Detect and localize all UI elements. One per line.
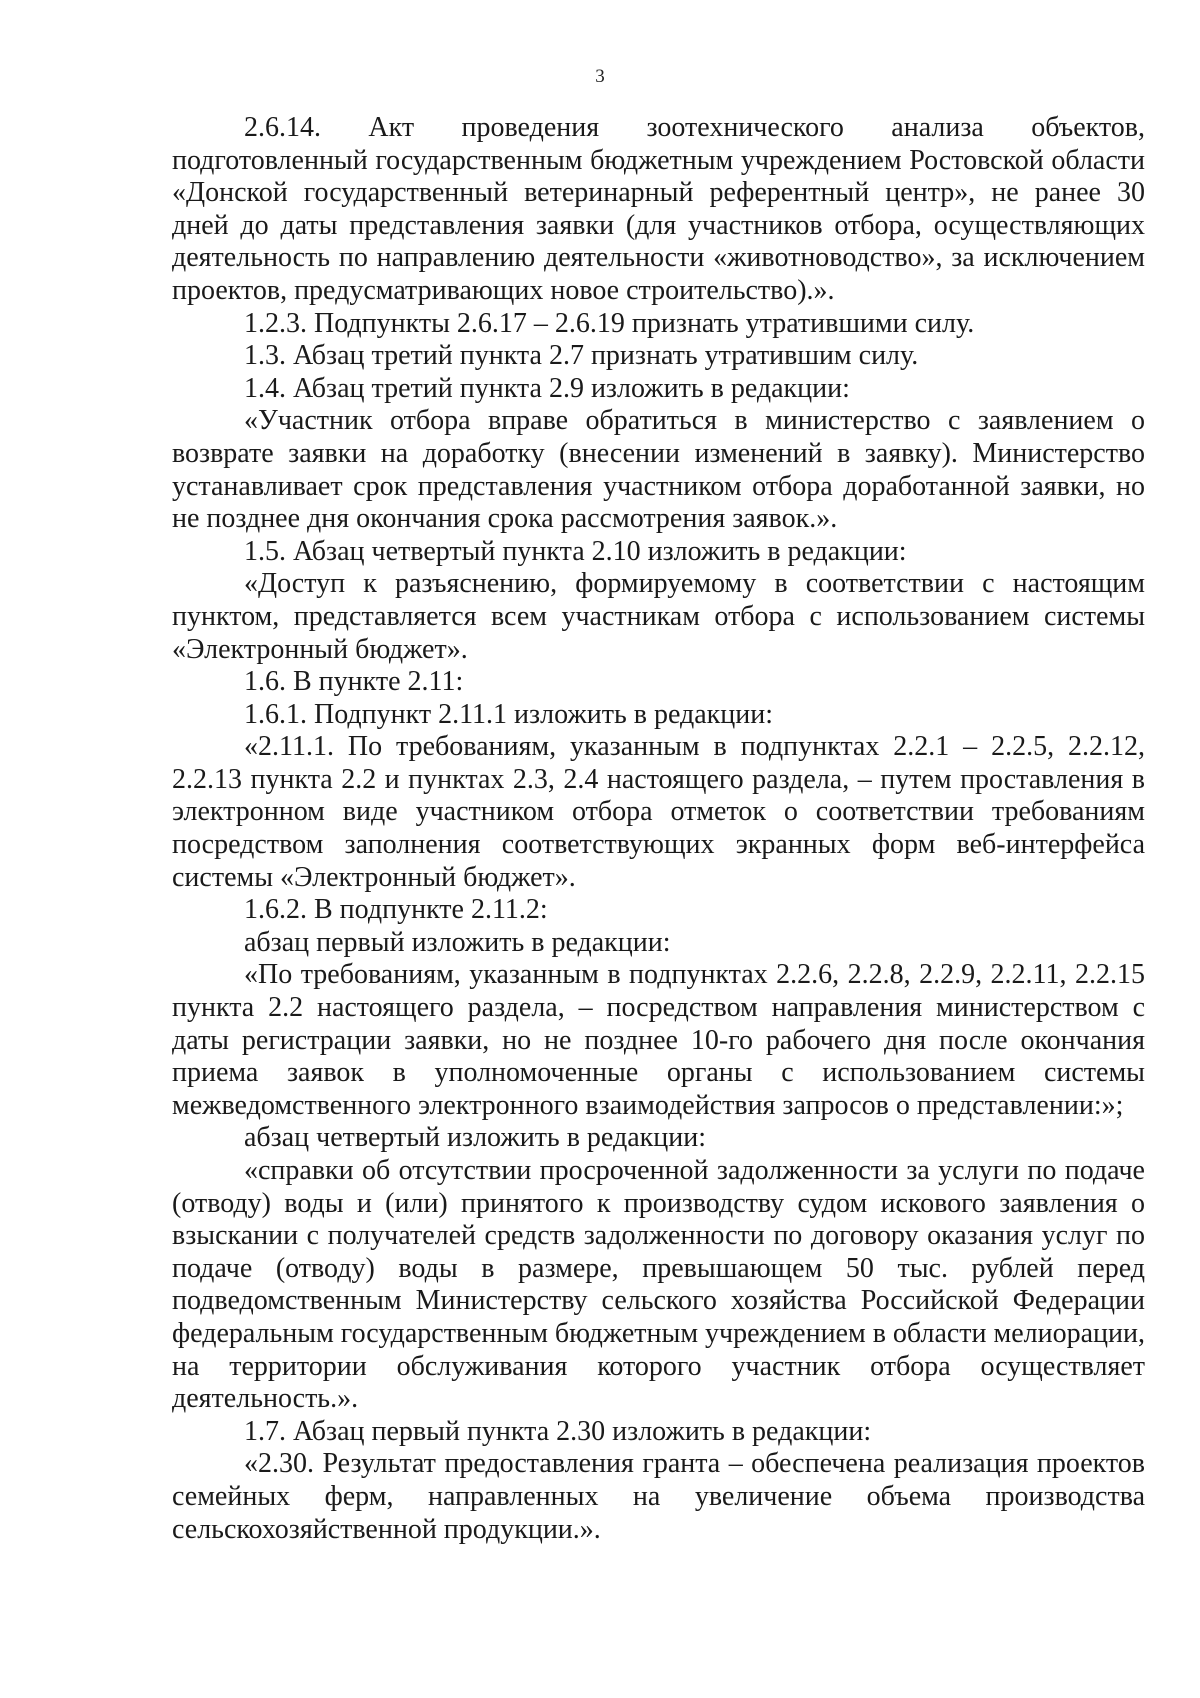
paragraph-1-6-1: 1.6.1. Подпункт 2.11.1 изложить в редакции: [244,698,774,730]
paragraph-2-6-14: 2.6.14. Акт проведения зоотехнического анализа объектов, подготовленный государственным бюджетным учреждением Ростовской области «Донской государственный ветеринарный референтный центр», не ранее 30 дней до даты представления заявки (для участников отбора, осуществляющих деятельность по направлению деятельности «животноводство», за исключением проектов, предусматривающих новое строительство).». [172,112,1145,306]
paragraph-fourth-abzac-quote: «справки об отсутствии просроченной задолженности за услуги по подаче (отводу) воды и (или) принятого к производству судом искового заявления о взыскании с получателей средств задолженности по договору оказания услуг по подаче (отводу) воды в размере, превышающем 50 тыс. рублей перед подведомственным Министерству сельского хозяйства Российской Федерации федеральным государственным бюджетным учреждением в области мелиорации, на территории обслуживания которого участник отбора осуществляет деятельность.». [172,1155,1145,1415]
document-body [172,112,1145,1546]
paragraph-fourth-abzac: абзац четвертый изложить в редакции: [244,1122,706,1154]
paragraph-1-4: 1.4. Абзац третий пункта 2.9 изложить в редакции: [244,372,850,404]
paragraph-2-11-1-quote: «2.11.1. По требованиям, указанным в подпунктах 2.2.1 – 2.2.5, 2.2.12, 2.2.13 пункта 2.2 и пунктах 2.3, 2.4 настоящего раздела, – путем проставления в электронном виде участником отбора отметок о соответствии требованиям посредством заполнения соответствующих экранных форм веб-интерфейса системы «Электронный бюджет». [172,731,1145,893]
paragraph-first-abzac: абзац первый изложить в редакции: [244,926,671,958]
paragraph-1-5-quote: «Доступ к разъяснению, формируемому в соответствии с настоящим пунктом, представляется всем участникам отбора с использованием системы «Электронный бюджет». [172,568,1145,665]
paragraph-1-6: 1.6. В пункте 2.11: [244,666,464,698]
page-number: 3 [595,66,605,87]
paragraph-1-3: 1.3. Абзац третий пункта 2.7 признать утратившим силу. [244,340,919,372]
paragraph-1-7: 1.7. Абзац первый пункта 2.30 изложить в редакции: [244,1415,872,1447]
paragraph-1-5: 1.5. Абзац четвертый пункта 2.10 изложить в редакции: [244,535,907,567]
paragraph-1-6-2: 1.6.2. В подпункте 2.11.2: [244,894,548,926]
paragraph-1-2-3: 1.2.3. Подпункты 2.6.17 – 2.6.19 признать утратившими силу. [244,307,975,339]
paragraph-1-4-quote: «Участник отбора вправе обратиться в министерство с заявлением о возврате заявки на доработку (внесении изменений в заявку). Министерство устанавливает срок представления участником отбора доработанной заявки, но не позднее дня окончания срока рассмотрения заявок.». [172,405,1145,535]
paragraph-first-abzac-quote: «По требованиям, указанным в подпунктах 2.2.6, 2.2.8, 2.2.9, 2.2.11, 2.2.15 пункта 2.2 настоящего раздела, – посредством направления министерством с даты регистрации заявки, но не позднее 10-го рабочего дня после окончания приема заявок в уполномоченные органы с использованием системы межведомственного электронного взаимодействия запросов о представлении:»; [172,959,1145,1121]
paragraph-2-30-quote: «2.30. Результат предоставления гранта – обеспечена реализация проектов семейных ферм, направленных на увеличение объема производства сельскохозяйственной продукции.». [172,1448,1145,1545]
